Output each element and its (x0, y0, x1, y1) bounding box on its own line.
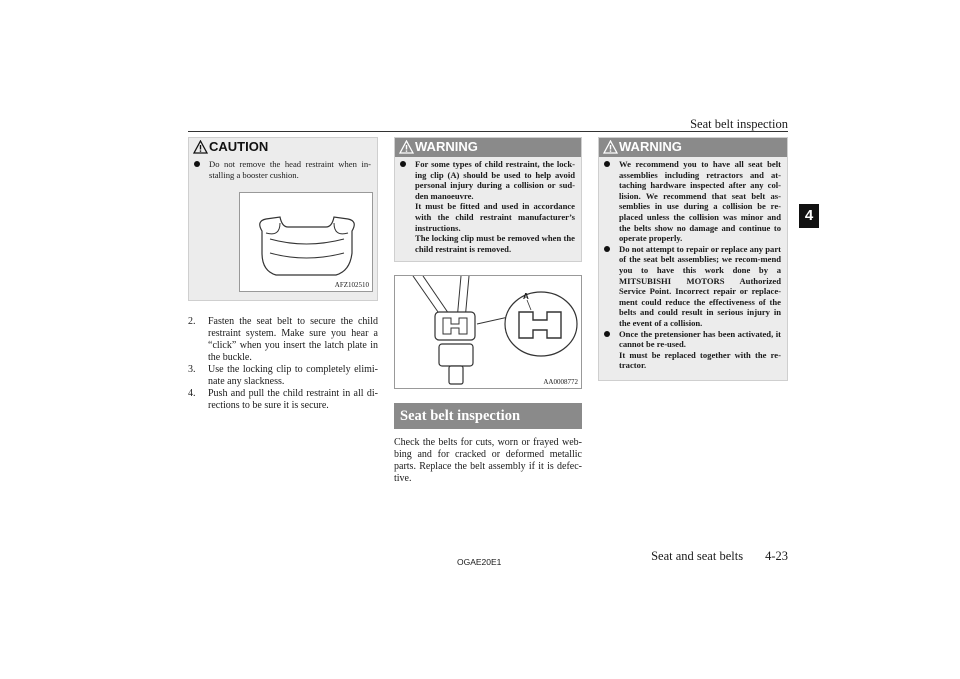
warning-label: WARNING (619, 139, 682, 154)
warning-triangle-icon (603, 140, 618, 154)
page-number: 4-23 (765, 549, 788, 563)
step-item: 2. Fasten the seat belt to secure the child restraint system. Make sure you hear a “click” when you insert the latch plate in the buckle. (188, 316, 378, 363)
installation-steps (188, 316, 378, 412)
warning-item: Once the pretensioner has been activated, it cannot be re-used. (603, 329, 781, 350)
warning-header (395, 138, 581, 157)
caution-box (188, 137, 378, 301)
chapter-tab: 4 (799, 204, 819, 228)
step-item: 4. Push and pull the child restraint in all di-rections to be sure it is secure. (188, 388, 378, 411)
warning-header (599, 138, 787, 157)
callout-label: A (523, 292, 529, 301)
section-body: Check the belts for cuts, worn or frayed web-bing and for cracked or deformed metallic parts. Replace the belt assembly if it is defec-tive. (394, 437, 582, 484)
warning-item: Do not attempt to repair or replace any part of the seat belt assemblies; we recom-mend you to have this work done by a MITSUBISHI MOTORS Authorized Service Point. Incorrect repair or replace-ment could reduce the effectiveness of the belts and could result in serious injury in the event of a collision. (603, 244, 781, 329)
section-heading: Seat belt inspection (394, 403, 582, 429)
caution-header (189, 138, 377, 157)
locking-clip-figure (394, 275, 582, 389)
locking-clip-illustration (395, 276, 581, 388)
warning-paragraph: It must be replaced together with the re-tractor. (619, 349, 781, 371)
step-item: 3. Use the locking clip to completely elimi-nate any slackness. (188, 364, 378, 387)
warning-box-inspection (598, 137, 788, 381)
figure-id: AFZ102510 (334, 281, 369, 289)
document-code: OGAE20E1 (457, 557, 502, 567)
warning-triangle-icon (193, 140, 208, 154)
section-title: Seat belt inspection (690, 117, 788, 131)
chapter-name: Seat and seat belts (651, 549, 744, 563)
warning-label: WARNING (415, 139, 478, 154)
warning-box-locking-clip (394, 137, 582, 262)
warning-paragraph: It must be fitted and used in accordance with the child restraint manufacturer’s instructions. (415, 201, 575, 233)
caution-item: Do not remove the head restraint when in-stalling a booster cushion. (193, 159, 371, 180)
bullet-icon (604, 161, 610, 167)
warning-triangle-icon (399, 140, 414, 154)
bullet-icon (604, 331, 610, 337)
figure-id: AA0008772 (543, 378, 578, 386)
booster-cushion-illustration (240, 193, 372, 291)
bullet-icon (194, 161, 200, 167)
bullet-icon (400, 161, 406, 167)
caution-label: CAUTION (209, 139, 269, 154)
booster-cushion-figure (239, 192, 373, 292)
warning-item: For some types of child restraint, the lock-ing clip (A) should be used to help avoid personal injury during a collision or sud-den manoeuvre. (399, 159, 575, 201)
warning-paragraph: The locking clip must be removed when the child restraint is removed. (415, 233, 575, 254)
bullet-icon (604, 246, 610, 252)
header-rule (188, 131, 788, 132)
page-footer (651, 549, 788, 564)
warning-item: We recommend you to have all seat belt assemblies including retractors and at-taching hardware inspected after any col-lision. We recommend that seat belt as-semblies in use during a collision be re-placed unless the collision was minor and the belts show no damage and continue to operate properly. (603, 159, 781, 244)
